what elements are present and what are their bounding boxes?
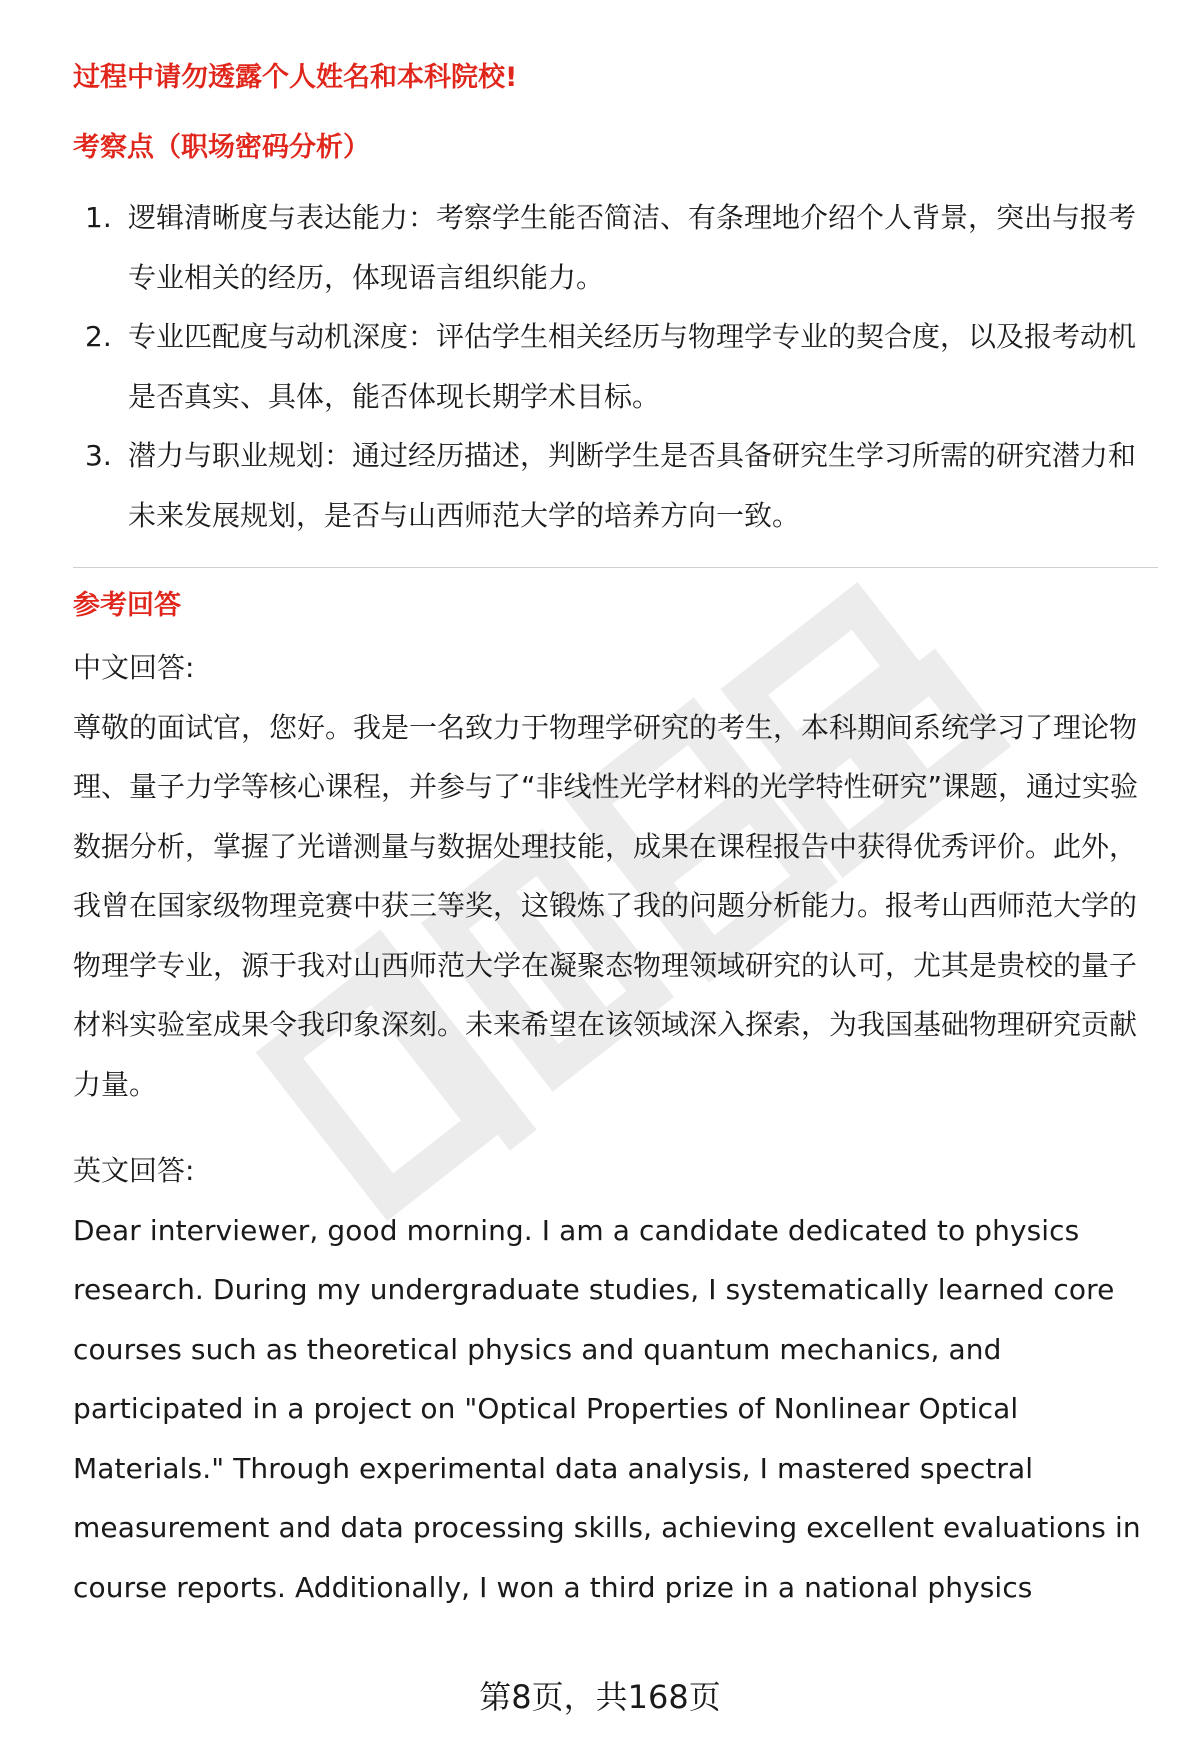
english-answer-label: 英文回答: <box>73 1154 195 1187</box>
reference-answer-title: 参考回答 <box>73 590 181 621</box>
list-item-number: 2. <box>85 320 112 353</box>
exam-points-title: 考察点（职场密码分析） <box>73 132 370 163</box>
list-item <box>73 188 1158 307</box>
list-item-text: 潜力与职业规划：通过经历描述，判断学生是否具备研究生学习所需的研究潜力和未来发展规划，是否与山西师范大学的培养方向一致。 <box>128 439 1137 532</box>
chinese-answer-text: 尊敬的面试官，您好。我是一名致力于物理学研究的考生，本科期间系统学习了理论物理、量子力学等核心课程，并参与了“非线性光学材料的光学特性研究”课题，通过实验数据分析，掌握了光谱测量与数据处理技能，成果在课程报告中获得优秀评价。此外，我曾在国家级物理竞赛中获三等奖，这锻炼了我的问题分析能力。报考山西师范大学的物理学专业，源于我对山西师范大学在凝聚态物理领域研究的认可，尤其是贵校的量子材料实验室成果令我印象深刻。未来希望在该领域深入探索，为我国基础物理研究贡献力量。 <box>73 710 1139 1101</box>
list-item-text: 逻辑清晰度与表达能力：考察学生能否简洁、有条理地介绍个人背景，突出与报考专业相关的经历，体现语言组织能力。 <box>128 201 1137 294</box>
page-number: 第8页，共168页 <box>479 1678 721 1716</box>
document-page <box>73 58 1158 1617</box>
exam-points-list <box>73 188 1158 545</box>
chinese-answer-label: 中文回答: <box>73 651 195 684</box>
list-item <box>73 426 1158 545</box>
english-answer-text: Dear interviewer, good morning. I am a candidate dedicated to physics research. During my undergraduate studies, I systematically learned core courses such as theoretical physics and quantum mechanics, and participated in a project on "Optical Properties of Nonlinear Optical Materials." Through experimental data analysis, I mastered spectral measurement and data processing skills, achieving excellent evaluations in course reports. Additionally, I won a third prize in a national physics <box>73 1213 1141 1604</box>
list-item-text: 专业匹配度与动机深度：评估学生相关经历与物理学专业的契合度，以及报考动机是否真实、具体，能否体现长期学术目标。 <box>128 320 1137 413</box>
list-item-number: 3. <box>85 439 112 472</box>
list-item <box>73 307 1158 426</box>
privacy-warning: 过程中请勿透露个人姓名和本科院校! <box>73 62 518 93</box>
section-divider <box>73 567 1158 568</box>
list-item-number: 1. <box>85 201 112 234</box>
